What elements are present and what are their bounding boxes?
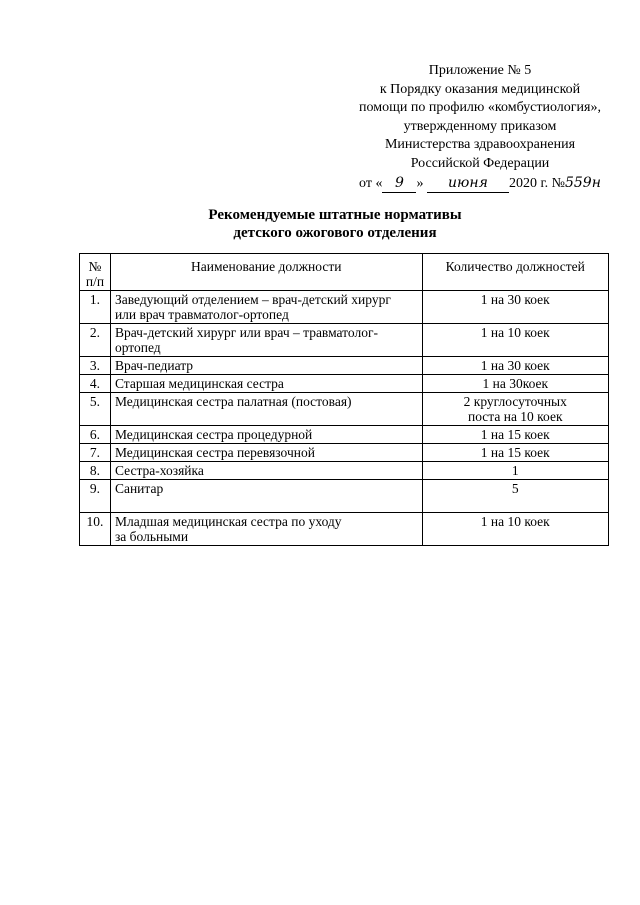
table-row — [80, 462, 609, 480]
table-row — [80, 324, 609, 357]
row-position: Медицинская сестра палатная (постовая) — [110, 393, 422, 426]
position-line: Младшая медицинская сестра по уходу — [114, 514, 342, 529]
row-number: 8. — [80, 462, 111, 480]
row-position: Санитар — [110, 480, 422, 513]
appendix-line-order: к Порядку оказания медицинской — [379, 81, 581, 97]
row-number: 7. — [80, 444, 111, 462]
row-position: Старшая медицинская сестра — [110, 375, 422, 393]
title-line-1: Рекомендуемые штатные нормативы — [208, 207, 462, 223]
header-quantity: Количество должностей — [422, 254, 608, 291]
row-number: 5. — [80, 393, 111, 426]
row-quantity: 1 на 10 коек — [422, 324, 608, 357]
table-header-row — [80, 254, 609, 291]
header-position: Наименование должности — [110, 254, 422, 291]
row-quantity: 1 на 30 коек — [422, 357, 608, 375]
row-number: 2. — [80, 324, 111, 357]
table-row — [80, 393, 609, 426]
appendix-line-ministry: Министерства здравоохранения — [384, 137, 576, 153]
appendix-header — [340, 62, 620, 193]
row-quantity: 1 на 10 коек — [422, 513, 608, 546]
row-quantity: 1 на 30коек — [422, 375, 608, 393]
row-quantity: 1 на 15 коек — [422, 444, 608, 462]
position-line: Заведующий отделением – врач-детский хирург — [114, 292, 391, 307]
position-line: Врач-детский хирург или врач – травматолог- — [114, 325, 378, 340]
table-row — [80, 291, 609, 324]
handwritten-month: июня — [427, 174, 509, 194]
year-text: 2020 г. № — [508, 175, 565, 191]
position-line: за больными — [114, 529, 189, 544]
appendix-line-profile: помощи по профилю «комбустиология», — [359, 100, 601, 116]
table-row — [80, 357, 609, 375]
row-position — [110, 291, 422, 324]
row-position — [110, 324, 422, 357]
row-number: 1. — [80, 291, 111, 324]
appendix-line-federation: Российской Федерации — [410, 155, 550, 171]
row-quantity: 5 — [422, 480, 608, 513]
row-number: 3. — [80, 357, 111, 375]
row-number: 4. — [80, 375, 111, 393]
row-number: 6. — [80, 426, 111, 444]
row-position: Сестра-хозяйка — [110, 462, 422, 480]
row-position: Медицинская сестра перевязочной — [110, 444, 422, 462]
staffing-table — [79, 253, 609, 546]
appendix-number: Приложение № 5 — [428, 63, 532, 78]
header-num — [80, 254, 111, 291]
header-num-line2: п/п — [85, 274, 105, 289]
appendix-line-approved: утвержденному приказом — [403, 118, 557, 134]
row-position: Врач-педиатр — [110, 357, 422, 375]
row-number: 9. — [80, 480, 111, 513]
date-mid: » — [416, 175, 424, 191]
row-quantity: 1 на 30 коек — [422, 291, 608, 324]
handwritten-day: 9 — [382, 174, 416, 194]
row-number: 10. — [80, 513, 111, 546]
position-line: или врач травматолог-ортопед — [114, 307, 289, 322]
table-row — [80, 444, 609, 462]
table-row — [80, 375, 609, 393]
table-row — [80, 480, 609, 513]
handwritten-order-number: 559н — [564, 174, 601, 191]
row-quantity: 1 на 15 коек — [422, 426, 608, 444]
table-row — [80, 426, 609, 444]
row-position: Медицинская сестра процедурной — [110, 426, 422, 444]
date-prefix: от « — [359, 175, 383, 191]
order-date-line — [344, 174, 620, 194]
quantity-line: 2 круглосуточных — [463, 394, 567, 409]
table-row — [80, 513, 609, 546]
document-title — [140, 206, 530, 242]
row-quantity — [422, 393, 608, 426]
header-num-line1: № — [88, 259, 102, 274]
title-line-2: детского ожогового отделения — [233, 225, 437, 241]
row-quantity: 1 — [422, 462, 608, 480]
position-line: ортопед — [114, 340, 161, 355]
quantity-line: поста на 10 коек — [467, 409, 563, 424]
row-position — [110, 513, 422, 546]
